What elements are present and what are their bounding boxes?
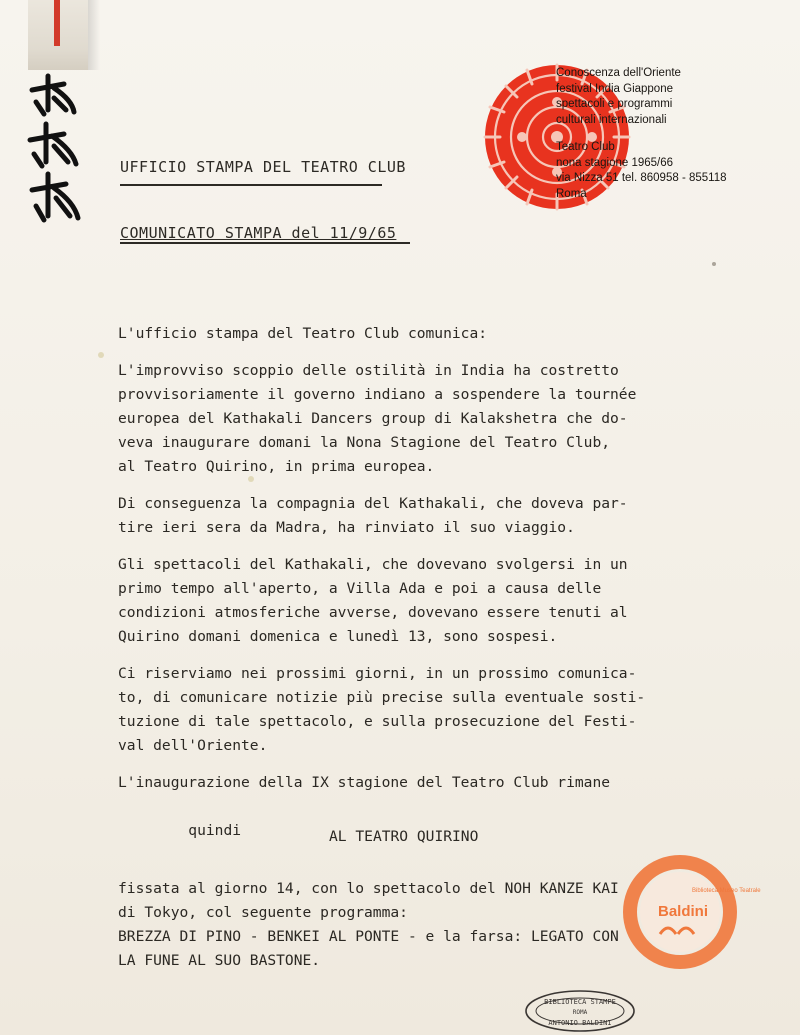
release-date-heading: COMUNICATO STAMPA del 11/9/65 bbox=[120, 224, 397, 242]
text-line: val dell'Oriente. bbox=[118, 737, 268, 754]
oval-stamp-bottom: ANTONIO BALDINI bbox=[548, 1019, 612, 1027]
text-line: tuzione di tale spettacolo, e sulla prosecuzione del Festi- bbox=[118, 713, 637, 730]
paper-stain bbox=[248, 476, 254, 482]
stamp-small-text: Biblioteca Museo Teatrale bbox=[692, 888, 761, 894]
paragraph-1 bbox=[118, 359, 718, 479]
paper-stain bbox=[98, 352, 104, 358]
handwritten-glyphs-icon bbox=[24, 70, 88, 230]
paragraph-4 bbox=[118, 662, 718, 758]
venue-insert: AL TEATRO QUIRINO bbox=[329, 828, 479, 845]
archive-stamp-icon bbox=[520, 988, 640, 1034]
tape-mark bbox=[54, 0, 60, 46]
text-line: BREZZA DI PINO - BENKEI AL PONTE - e la farsa: LEGATO CON bbox=[118, 928, 619, 945]
text-line: primo tempo all'aperto, a Villa Ada e poi a causa delle bbox=[118, 580, 602, 597]
text-line: L'inaugurazione della IX stagione del Teatro Club rimane bbox=[118, 774, 611, 791]
paragraph-3 bbox=[118, 553, 718, 649]
paragraph-2 bbox=[118, 492, 718, 540]
address-line: nona stagione 1965/66 bbox=[556, 156, 674, 169]
tape-shadow bbox=[88, 0, 100, 70]
heading-rule bbox=[120, 184, 382, 186]
text-line: veva inaugurare domani la Nona Stagione del Teatro Club, bbox=[118, 434, 611, 451]
quindi-word: quindi bbox=[188, 822, 242, 839]
text-line: fissata al giorno 14, con lo spettacolo del NOH KANZE KAI bbox=[118, 880, 619, 897]
oval-stamp-top: BIBLIOTECA STAMPE bbox=[544, 998, 616, 1006]
text-line: al Teatro Quirino, in prima europea. bbox=[118, 458, 435, 475]
text-line: Di conseguenza la compagnia del Kathakali, che doveva par- bbox=[118, 495, 628, 512]
paper-stain bbox=[712, 262, 716, 266]
text-line: Gli spettacoli del Kathakali, che dovevano svolgersi in un bbox=[118, 556, 628, 573]
text-line: Quirino domani domenica e lunedì 13, sono sospesi. bbox=[118, 628, 558, 645]
text-line: to, di comunicare notizie più precise sulla eventuale sosti- bbox=[118, 689, 646, 706]
text-line: provvisoriamente il governo indiano a sospendere la tournée bbox=[118, 386, 637, 403]
intro-line: L'ufficio stampa del Teatro Club comunica: bbox=[118, 325, 488, 342]
text-line: di Tokyo, col seguente programma: bbox=[118, 904, 408, 921]
address-line: Teatro Club bbox=[556, 141, 615, 153]
letterhead-text bbox=[556, 66, 786, 202]
text-line: L'improvviso scoppio delle ostilità in India ha costretto bbox=[118, 362, 619, 379]
letterhead-line: culturali internazionali bbox=[556, 113, 667, 126]
letterhead-line: Conoscenza dell'Oriente bbox=[556, 67, 681, 79]
address-line: Roma bbox=[556, 187, 587, 200]
text-line: LA FUNE AL SUO BASTONE. bbox=[118, 952, 321, 969]
stamp-name: Baldini bbox=[658, 903, 709, 920]
release-rule bbox=[120, 242, 410, 244]
letterhead-line: festival India Giappone bbox=[556, 82, 673, 95]
text-line: Ci riserviamo nei prossimi giorni, in un prossimo comunica- bbox=[118, 665, 637, 682]
text-line: condizioni atmosferiche avverse, dovevano essere tenuti al bbox=[118, 604, 628, 621]
text-line: tire ieri sera da Madra, ha rinviato il suo viaggio. bbox=[118, 519, 575, 536]
library-stamp-icon bbox=[620, 852, 761, 972]
letterhead-line: spettacoli e programmi bbox=[556, 98, 673, 110]
office-heading: UFFICIO STAMPA DEL TEATRO CLUB bbox=[120, 158, 406, 176]
text-line: europea del Kathakali Dancers group di Kalakshetra che do- bbox=[118, 410, 628, 427]
oval-stamp-mid: ROMA bbox=[572, 1009, 588, 1016]
address-line: via Nizza 51 tel. 860958 - 855118 bbox=[556, 172, 727, 184]
